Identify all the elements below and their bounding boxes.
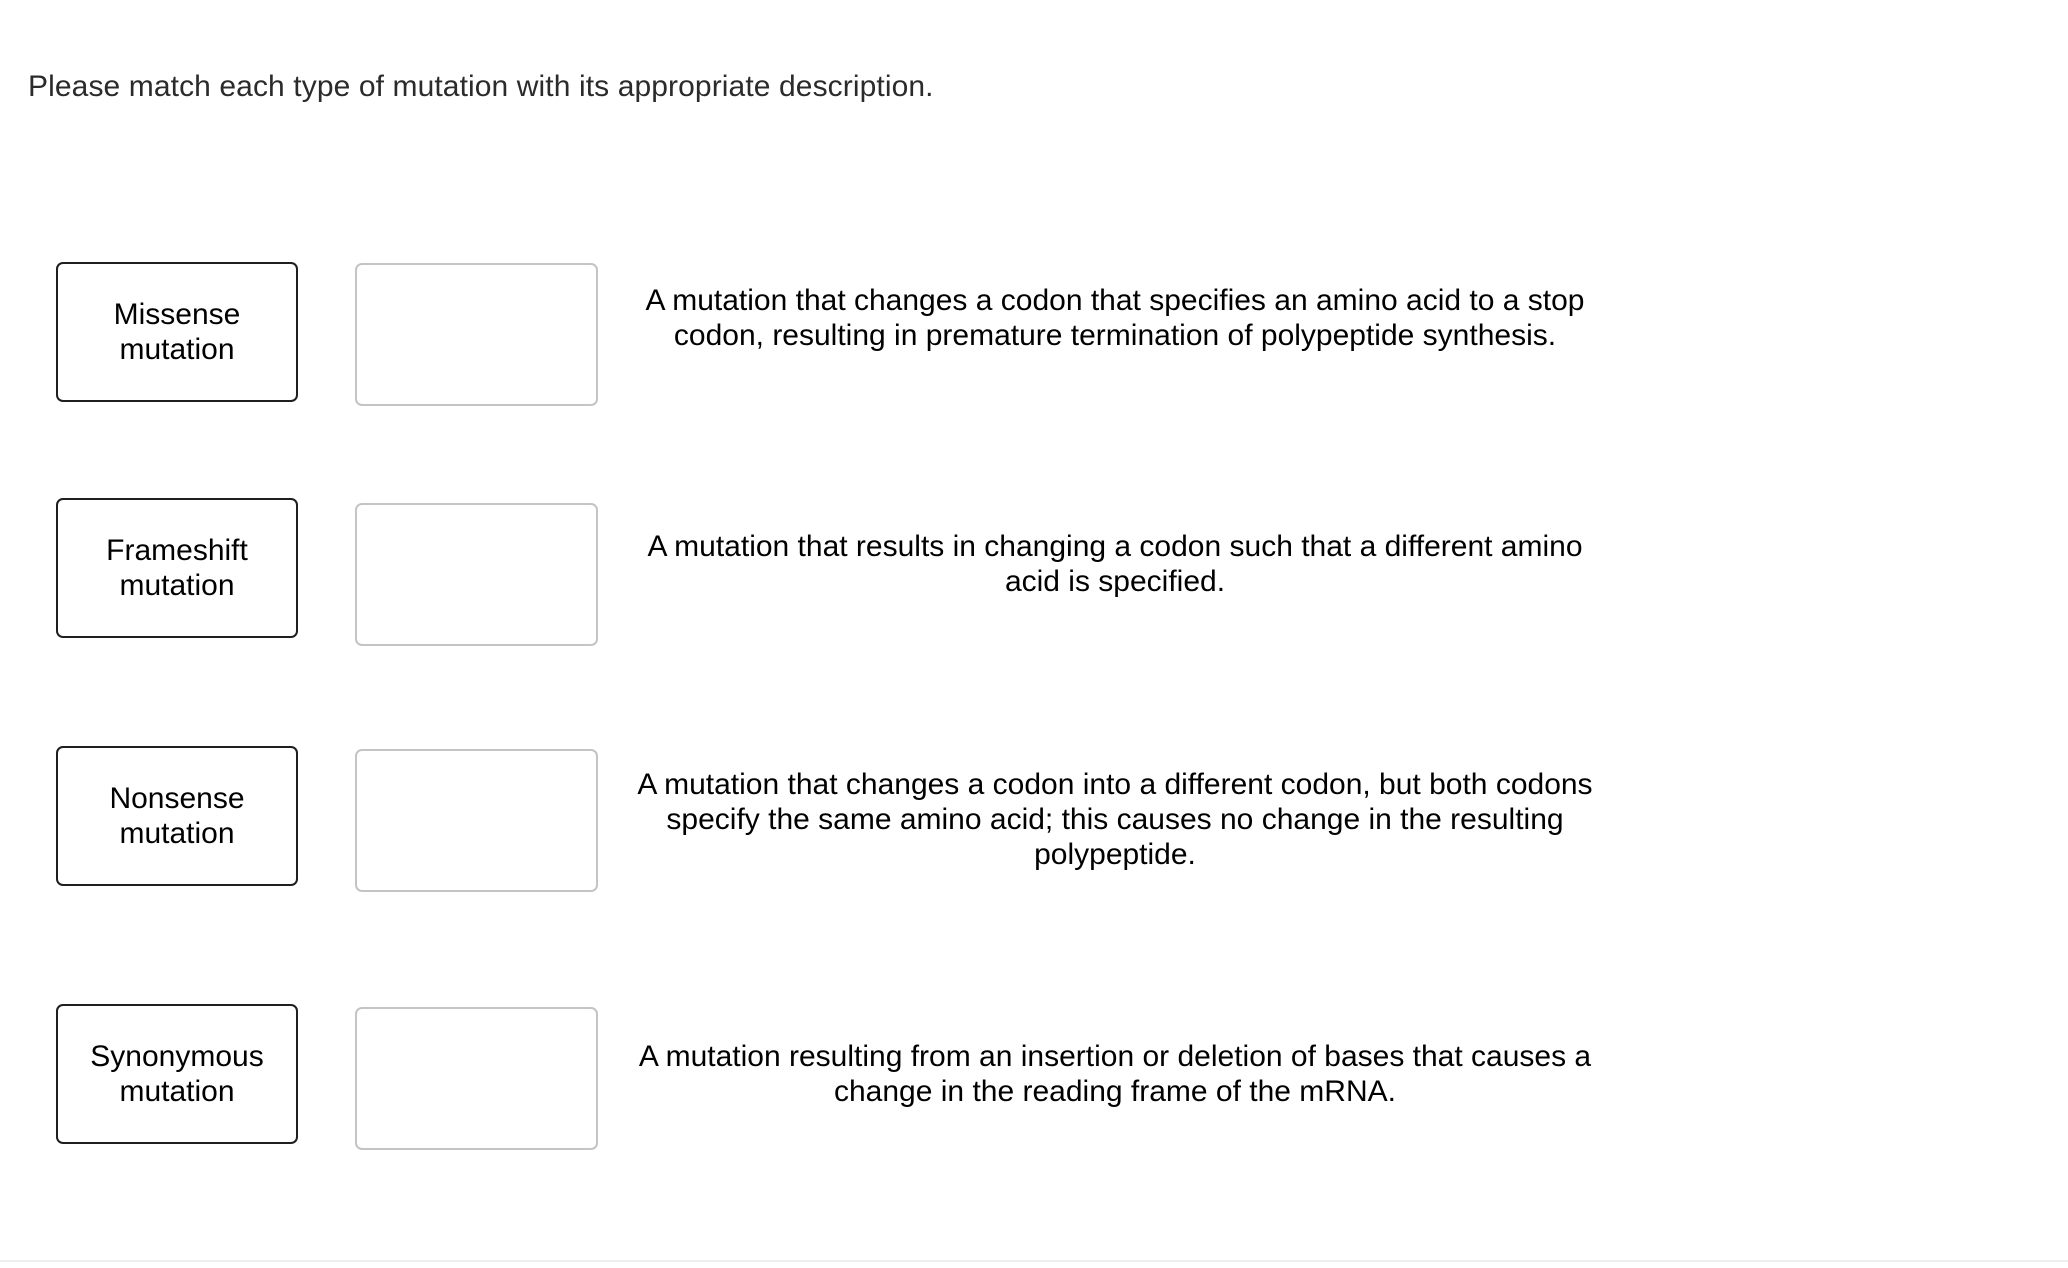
drop-zone-2[interactable] <box>355 503 598 646</box>
description-text: A mutation that changes a codon into a different codon, but both codons specify the same amino acid; this causes no change in the resulting polypeptide. <box>637 768 1593 871</box>
drop-zone-3[interactable] <box>355 749 598 892</box>
term-label: Missense mutation <box>113 298 241 366</box>
description-text: A mutation that results in changing a codon such that a different amino acid is specified. <box>647 530 1583 598</box>
term-card-nonsense[interactable] <box>56 746 298 886</box>
description-3 <box>610 767 1620 872</box>
term-card-frameshift[interactable] <box>56 498 298 638</box>
bottom-divider <box>0 1260 2068 1262</box>
description-4 <box>610 1039 1620 1109</box>
description-1 <box>610 283 1620 353</box>
description-text: A mutation that changes a codon that specifies an amino acid to a stop codon, resulting in premature termination of polypeptide synthesis. <box>645 284 1585 352</box>
instructions-text: Please match each type of mutation with its appropriate description. <box>28 70 934 103</box>
term-card-missense[interactable] <box>56 262 298 402</box>
description-text: A mutation resulting from an insertion or deletion of bases that causes a change in the reading frame of the mRNA. <box>638 1040 1592 1108</box>
description-2 <box>610 529 1620 599</box>
term-label: Frameshift mutation <box>106 534 248 602</box>
drop-zone-1[interactable] <box>355 263 598 406</box>
term-label: Synonymous mutation <box>90 1040 264 1108</box>
term-label: Nonsense mutation <box>109 782 245 850</box>
drop-zone-4[interactable] <box>355 1007 598 1150</box>
term-card-synonymous[interactable] <box>56 1004 298 1144</box>
